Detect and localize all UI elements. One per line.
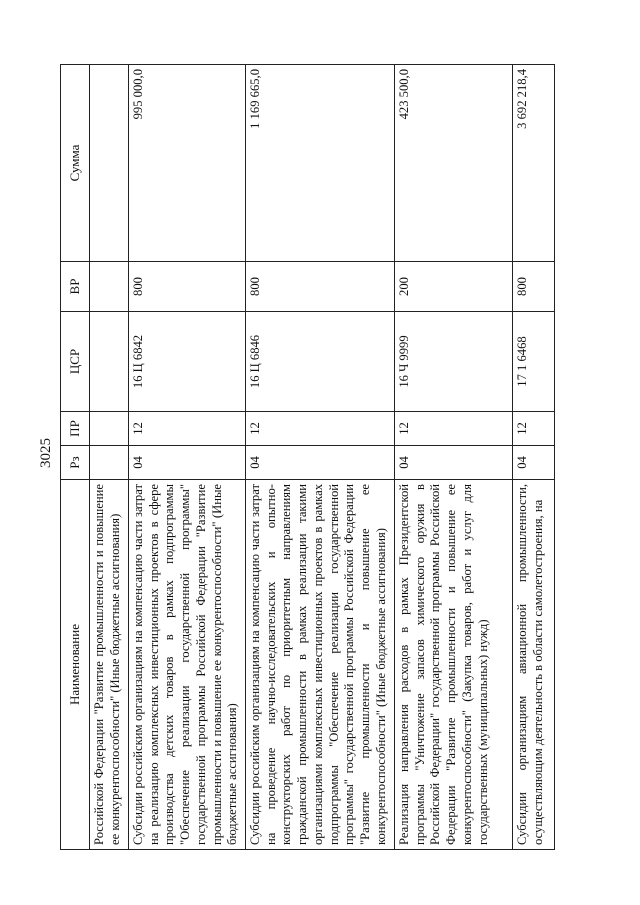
row-pr: 12: [129, 412, 246, 446]
row-vr: 800: [513, 262, 555, 312]
header-sum: Сумма: [61, 65, 90, 262]
row-pr: 12: [513, 412, 555, 446]
row-rz: 04: [513, 446, 555, 480]
header-name: Наименование: [61, 480, 90, 850]
row-rz: 04: [246, 446, 395, 480]
header-rz: Рз: [61, 446, 90, 480]
budget-table: [60, 64, 555, 850]
header-pr: ПР: [61, 412, 90, 446]
row-vr: [90, 262, 129, 312]
row-sum: [90, 65, 129, 262]
row-rz: [90, 446, 129, 480]
row-vr: 200: [395, 262, 513, 312]
row-rz: 04: [395, 446, 513, 480]
row-csr: 17 1 6468: [513, 312, 555, 412]
row-pr: 12: [395, 412, 513, 446]
row-vr: 800: [129, 262, 246, 312]
row-name: Российской Федерации "Развитие промышленности и повышение ее конкурентоспособности" (Иные бюджетные ассигнования): [90, 480, 129, 850]
page-number: 3025: [38, 438, 54, 468]
row-name: Субсидии российским организациям на компенсацию части затрат на реализацию комплексных инвестиционных проектов в сфере производства детских товаров в рамках подпрограммы "Обеспечение реализации государственной программы" государственной программы Российской Федерации "Развитие промышленности и повышение ее конкурентоспособности" (Иные бюджетные ассигнования): [129, 480, 246, 850]
row-name: Субсидии российским организациям на компенсацию части затрат на проведение научно-исследовательских и опытно-конструкторских работ по приоритетным направлениям гражданской промышленности в рамках реализации такими организациями комплексных инвестиционных проектов в рамках подпрограммы "Обеспечение реализации государственной программы" государственной программы Российской Федерации "Развитие промышленности и повышение ее конкурентоспособности" (Иные бюджетные ассигнования): [246, 480, 395, 850]
row-name: Реализация направления расходов в рамках Президентской программы "Уничтожение запасов химического оружия в Российской Федерации" государственной программы Российской Федерации "Развитие промышленности и повышение ее конкурентоспособности" (Закупка товаров, работ и услуг для государственных (муниципальных) нужд): [395, 480, 513, 850]
row-sum: 995 000,0: [129, 65, 246, 262]
row-csr: [90, 312, 129, 412]
row-rz: 04: [129, 446, 246, 480]
row-sum: 3 692 218,4: [513, 65, 555, 262]
table-row: [246, 65, 395, 850]
row-name: Субсидии организациям авиационной промышленности, осуществляющим деятельность в области самолетостроения, на: [513, 480, 555, 850]
row-pr: 12: [246, 412, 395, 446]
row-pr: [90, 412, 129, 446]
table-row: [513, 65, 555, 850]
table-row: [90, 65, 129, 850]
row-sum: 423 500,0: [395, 65, 513, 262]
table-header-row: [61, 65, 90, 850]
header-vr: ВР: [61, 262, 90, 312]
table-row: [395, 65, 513, 850]
row-csr: 16 Ц 6842: [129, 312, 246, 412]
row-csr: 16 Ц 6846: [246, 312, 395, 412]
table-row: [129, 65, 246, 850]
header-csr: ЦСР: [61, 312, 90, 412]
row-csr: 16 Ч 9999: [395, 312, 513, 412]
row-sum: 1 169 665,0: [246, 65, 395, 262]
row-vr: 800: [246, 262, 395, 312]
